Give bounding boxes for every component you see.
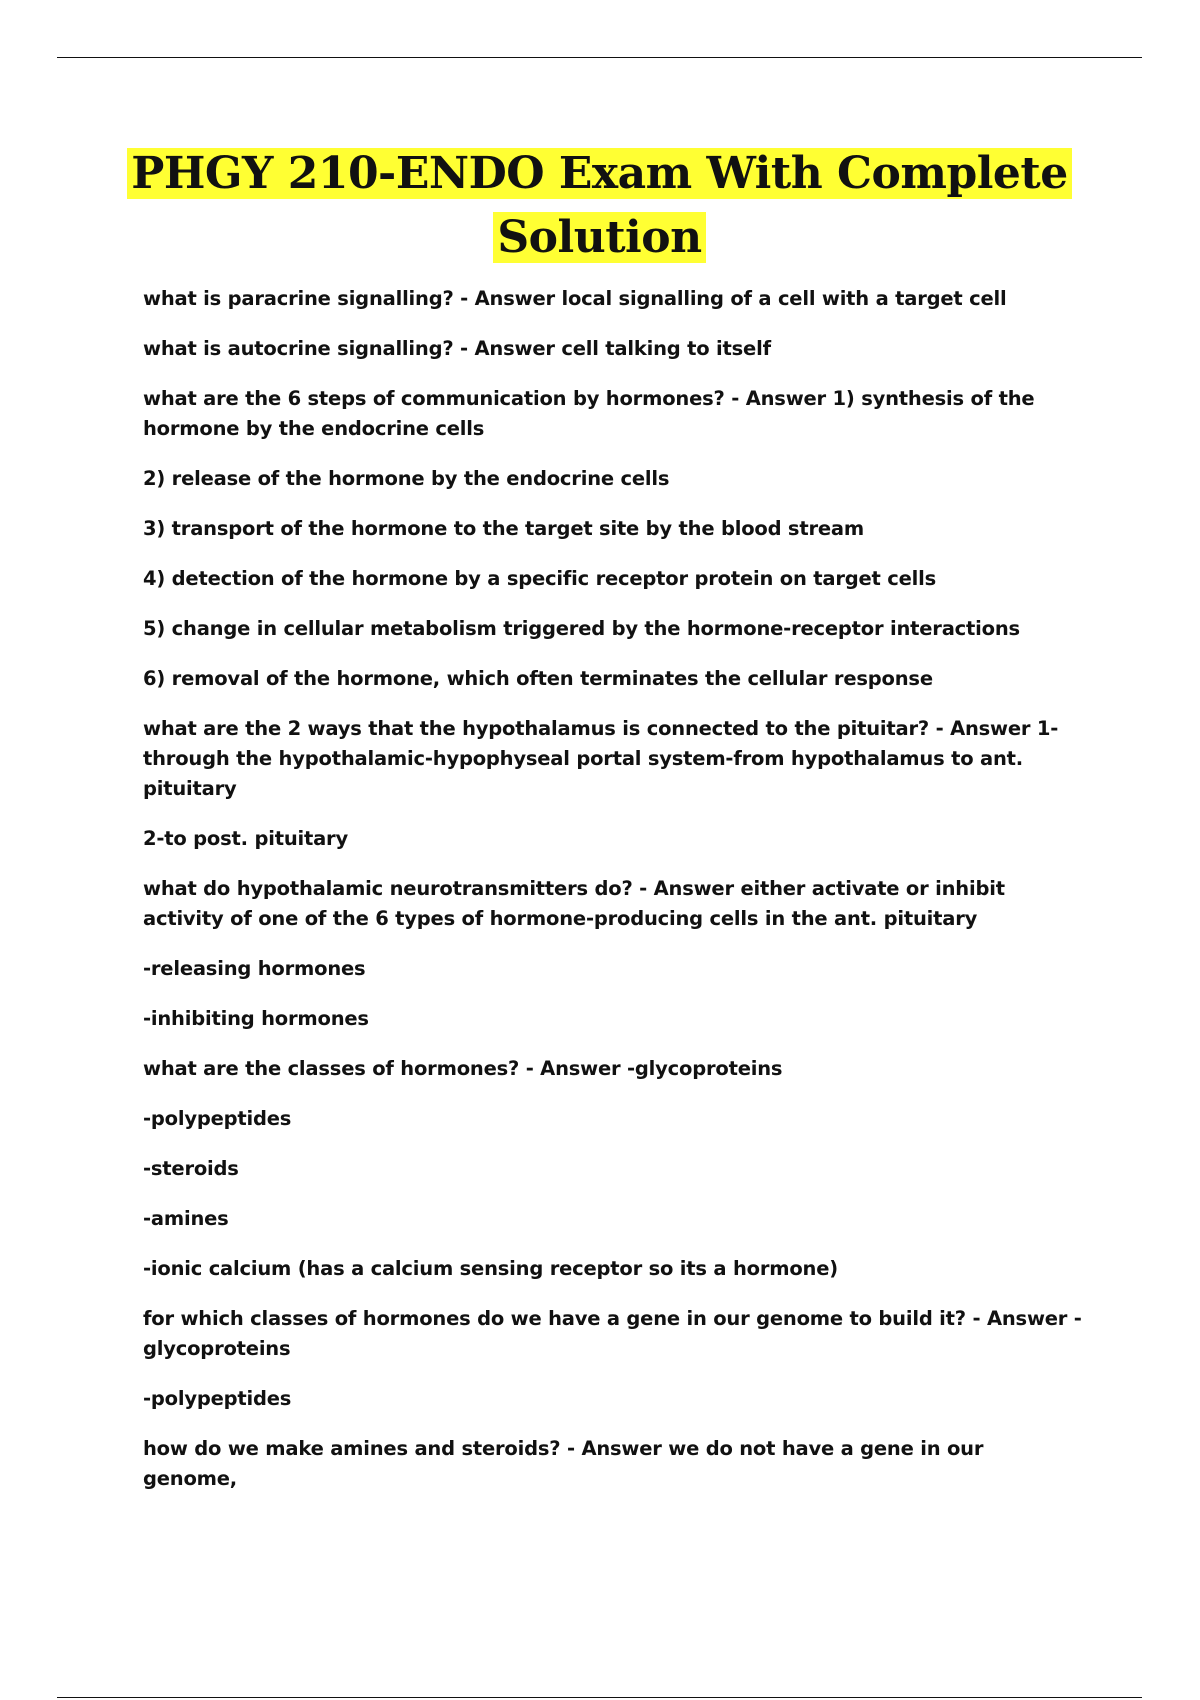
paragraph: what are the 6 steps of communication by hormones? - Answer 1) synthesis of the hormone by the endocrine cells (143, 387, 1035, 440)
paragraph: what are the 2 ways that the hypothalamus is connected to the pituitar? - Answer 1-through the hypothalamic-hypophyseal portal system-from hypothalamus to ant. pituitary (143, 717, 1059, 800)
paragraph: how do we make amines and steroids? - Answer we do not have a gene in our genome, (143, 1437, 984, 1490)
paragraph: -polypeptides (143, 1387, 292, 1410)
paragraph: 2) release of the hormone by the endocrine cells (143, 467, 670, 490)
paragraph: -steroids (143, 1157, 239, 1180)
footer-rule (57, 1697, 1142, 1698)
header-rule (57, 57, 1142, 58)
paragraph: -inhibiting hormones (143, 1007, 369, 1030)
paragraph: what is autocrine signalling? - Answer cell talking to itself (143, 337, 771, 360)
paragraph: 6) removal of the hormone, which often terminates the cellular response (143, 667, 933, 690)
paragraph: for which classes of hormones do we have a gene in our genome to build it? - Answer -glycoproteins (143, 1307, 1082, 1360)
paragraph: -amines (143, 1207, 229, 1230)
title-text-2: Solution (493, 212, 705, 263)
paragraph: 4) detection of the hormone by a specific receptor protein on target cells (143, 567, 936, 590)
paragraph: -polypeptides (143, 1107, 292, 1130)
paragraph: what do hypothalamic neurotransmitters do? - Answer either activate or inhibit activity of one of the 6 types of hormone-producing cells in the ant. pituitary (143, 877, 1005, 930)
paragraph: -releasing hormones (143, 957, 366, 980)
paragraph: 5) change in cellular metabolism triggered by the hormone-receptor interactions (143, 617, 1020, 640)
document-body (143, 284, 1083, 1514)
paragraph: -ionic calcium (has a calcium sensing receptor so its a hormone) (143, 1257, 838, 1280)
title-line-1 (57, 142, 1142, 206)
paragraph: 2-to post. pituitary (143, 827, 348, 850)
paragraph: what is paracrine signalling? - Answer local signalling of a cell with a target cell (143, 287, 1007, 310)
title-line-2 (57, 206, 1142, 270)
document-title (57, 142, 1142, 270)
paragraph: 3) transport of the hormone to the target site by the blood stream (143, 517, 864, 540)
paragraph: what are the classes of hormones? - Answer -glycoproteins (143, 1057, 783, 1080)
title-text-1: PHGY 210-ENDO Exam With Complete (127, 148, 1072, 199)
